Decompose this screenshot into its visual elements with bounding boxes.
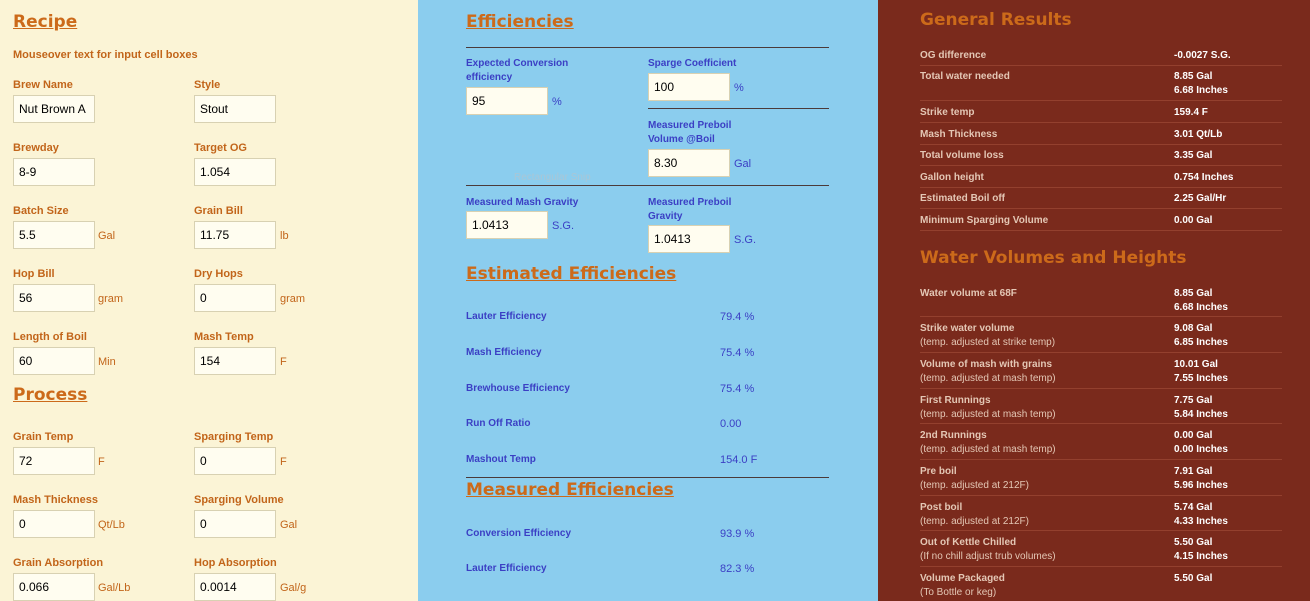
mash-thickness-input[interactable]: 0: [13, 510, 95, 538]
divider: [648, 108, 829, 109]
boil-length-unit: Min: [98, 356, 116, 368]
dry-hops-input[interactable]: 0: [194, 284, 276, 312]
grain-bill-input[interactable]: 11.75: [194, 221, 276, 249]
sparging-temp-label: Sparging Temp: [194, 431, 274, 443]
result-row-volume-loss: Total volume loss 3.35 Gal: [920, 145, 1282, 166]
preboil-volume-label: Measured Preboil Volume @Boil: [648, 120, 732, 145]
water-row-first-runnings: First Runnings (temp. adjusted at mash temp) 7.75 Gal 5.84 Inches: [920, 389, 1282, 424]
water-row-strike: Strike water volume (temp. adjusted at strike temp) 9.08 Gal 6.85 Inches: [920, 317, 1282, 353]
mash-temp-label: Mash Temp: [194, 331, 254, 343]
expected-conversion-input[interactable]: 95: [466, 87, 548, 115]
grain-absorption-label: Grain Absorption: [13, 557, 104, 569]
brew-name-input[interactable]: Nut Brown A: [13, 95, 95, 123]
style-label: Style: [194, 79, 221, 91]
preboil-volume-unit: Gal: [734, 158, 752, 170]
sparge-coefficient-input[interactable]: 100: [648, 73, 730, 101]
dry-hops-unit: gram: [280, 293, 306, 305]
meas-lauter-label: Lauter Efficiency: [466, 563, 547, 574]
result-row-min-sparge: Minimum Sparging Volume 0.00 Gal: [920, 209, 1282, 231]
brewday-label: Brewday: [13, 142, 59, 154]
grain-absorption-unit: Gal/Lb: [98, 582, 131, 594]
result-row-mash-thickness: Mash Thickness 3.01 Qt/Lb: [920, 123, 1282, 145]
preboil-gravity-unit: S.G.: [734, 234, 757, 246]
mash-thickness-unit: Qt/Lb: [98, 519, 125, 531]
est-runoff-label: Run Off Ratio: [466, 418, 531, 429]
water-row-mash-grains: Volume of mash with grains (temp. adjusted at mash temp) 10.01 Gal 7.55 Inches: [920, 353, 1282, 389]
mash-gravity-unit: S.G.: [552, 220, 575, 232]
grain-absorption-input[interactable]: 0.066: [13, 573, 95, 601]
sparging-temp-input[interactable]: 0: [194, 447, 276, 475]
sparging-volume-input[interactable]: 0: [194, 510, 276, 538]
result-row-gallon-height: Gallon height 0.754 Inches: [920, 166, 1282, 188]
result-row-boil-off: Estimated Boil off 2.25 Gal/Hr: [920, 188, 1282, 209]
style-input[interactable]: Stout: [194, 95, 276, 123]
sparge-coefficient-unit: %: [734, 82, 744, 94]
brew-name-label: Brew Name: [13, 79, 73, 91]
expected-conversion-unit: %: [552, 96, 562, 108]
est-mash-value: 75.4 %: [720, 347, 755, 359]
grain-temp-unit: F: [98, 456, 105, 468]
sparging-volume-unit: Gal: [280, 519, 298, 531]
batch-size-input[interactable]: 5.5: [13, 221, 95, 249]
recipe-panel: [0, 0, 418, 601]
sparging-temp-unit: F: [280, 456, 287, 468]
measured-efficiencies-title: Measured Efficiencies: [466, 480, 674, 500]
meas-conversion-label: Conversion Efficiency: [466, 528, 572, 539]
water-row-second-runnings: 2nd Runnings (temp. adjusted at mash temp) 0.00 Gal 0.00 Inches: [920, 424, 1282, 460]
results-panel: [878, 0, 1310, 601]
mash-gravity-input[interactable]: 1.0413: [466, 211, 548, 239]
mash-temp-unit: F: [280, 356, 287, 368]
water-row-packaged: Volume Packaged (To Bottle or keg) 5.50 Gal: [920, 573, 1213, 598]
brewday-input[interactable]: 8-9: [13, 158, 95, 186]
water-row-kettle-chilled: Out of Kettle Chilled (If no chill adjust trub volumes) 5.50 Gal 4.15 Inches: [920, 531, 1282, 567]
hop-bill-label: Hop Bill: [13, 268, 55, 280]
result-row-og-difference: OG difference -0.0027 S.G.: [920, 44, 1282, 66]
efficiencies-title: Efficiencies: [466, 12, 574, 32]
meas-conversion-value: 93.9 %: [720, 528, 755, 540]
process-title: Process: [13, 385, 88, 405]
dry-hops-label: Dry Hops: [194, 268, 243, 280]
meas-lauter-value: 82.3 %: [720, 563, 755, 575]
mouseover-note: Mouseover text for input cell boxes: [13, 49, 198, 61]
snip-overlay-text: Rectangular Snip: [514, 172, 591, 183]
target-og-label: Target OG: [194, 142, 247, 154]
divider: [466, 477, 829, 478]
boil-length-label: Length of Boil: [13, 331, 87, 343]
batch-size-label: Batch Size: [13, 205, 69, 217]
sparging-volume-label: Sparging Volume: [194, 494, 284, 506]
mash-thickness-label: Mash Thickness: [13, 494, 98, 506]
preboil-volume-input[interactable]: 8.30: [648, 149, 730, 177]
boil-length-input[interactable]: 60: [13, 347, 95, 375]
est-runoff-value: 0.00: [720, 418, 742, 430]
grain-temp-input[interactable]: 72: [13, 447, 95, 475]
hop-bill-unit: gram: [98, 293, 124, 305]
water-volumes-title: Water Volumes and Heights: [920, 248, 1187, 268]
estimated-efficiencies-title: Estimated Efficiencies: [466, 264, 677, 284]
hop-bill-input[interactable]: 56: [13, 284, 95, 312]
est-lauter-value: 79.4 %: [720, 311, 755, 323]
result-row-total-water: Total water needed 8.85 Gal 6.68 Inches: [920, 66, 1282, 101]
water-row-pre-boil: Pre boil (temp. adjusted at 212F) 7.91 Gal 5.96 Inches: [920, 460, 1282, 496]
expected-conversion-label: Expected Conversion efficiency: [466, 58, 569, 83]
hop-absorption-label: Hop Absorption: [194, 557, 277, 569]
batch-size-unit: Gal: [98, 230, 116, 242]
est-brewhouse-value: 75.4 %: [720, 383, 755, 395]
divider: [466, 185, 829, 186]
hop-absorption-unit: Gal/g: [280, 582, 307, 594]
grain-bill-label: Grain Bill: [194, 205, 243, 217]
divider: [466, 47, 829, 48]
grain-temp-label: Grain Temp: [13, 431, 74, 443]
target-og-input[interactable]: 1.054: [194, 158, 276, 186]
est-mash-label: Mash Efficiency: [466, 347, 542, 358]
result-row-strike-temp: Strike temp 159.4 F: [920, 101, 1282, 123]
mash-temp-input[interactable]: 154: [194, 347, 276, 375]
preboil-gravity-input[interactable]: 1.0413: [648, 225, 730, 253]
efficiencies-panel: [418, 0, 878, 601]
general-results-title: General Results: [920, 10, 1072, 30]
grain-bill-unit: lb: [280, 230, 289, 242]
preboil-gravity-label: Measured Preboil Gravity: [648, 197, 732, 222]
hop-absorption-input[interactable]: 0.0014: [194, 573, 276, 601]
sparge-coefficient-label: Sparge Coefficient: [648, 58, 737, 69]
est-mashout-label: Mashout Temp: [466, 454, 536, 465]
est-mashout-value: 154.0 F: [720, 454, 758, 466]
mash-gravity-label: Measured Mash Gravity: [466, 197, 579, 208]
est-lauter-label: Lauter Efficiency: [466, 311, 547, 322]
est-brewhouse-label: Brewhouse Efficiency: [466, 383, 570, 394]
water-row-post-boil: Post boil (temp. adjusted at 212F) 5.74 Gal 4.33 Inches: [920, 496, 1282, 531]
recipe-title: Recipe: [13, 12, 78, 32]
water-row-68f: Water volume at 68F 8.85 Gal 6.68 Inches: [920, 282, 1282, 317]
